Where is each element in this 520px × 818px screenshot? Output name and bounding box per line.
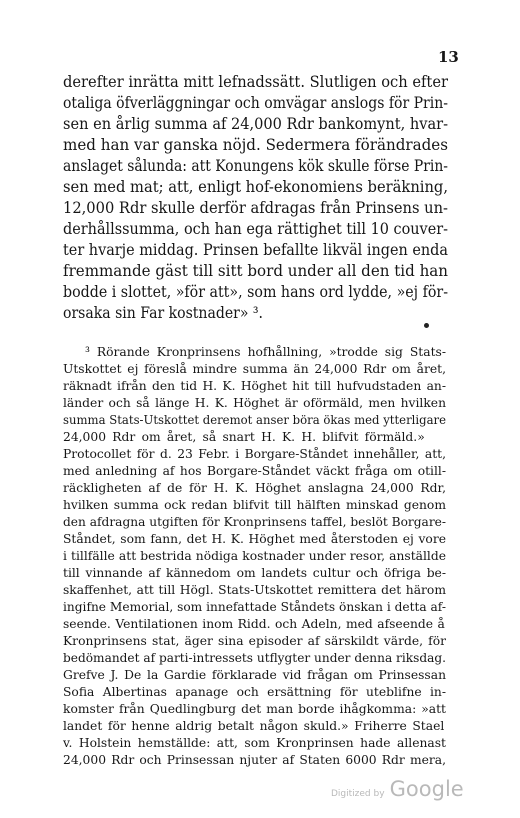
- footnote-line: Grefve J. De la Gardie förklarade vid frågan om Prinsessan: [63, 668, 446, 682]
- footnote-line: Sofia Albertinas apanage och ersättning för uteblifne in-: [63, 685, 446, 699]
- body-line: fremmande gäst till sitt bord under all den tid han: [63, 262, 448, 280]
- footnote-line: landet för henne aldrig betalt någon skuld.» Friherre Stael: [63, 719, 445, 733]
- body-line: ter hvarje middag. Prinsen befallte likväl ingen enda: [63, 241, 448, 259]
- footnote-line: räckligheten af de för H. K. Höghet anslagna 24,000 Rdr,: [63, 481, 446, 495]
- body-line: med han var ganska nöjd. Sedermera förändrades: [63, 136, 448, 154]
- footnote-line: Utskottet ej föreslå mindre summa än 24,000 Rdr om året,: [63, 362, 446, 376]
- footnote-line: i tillfälle att bestrida nödiga kostnader under resor, anställde: [63, 549, 446, 563]
- footnote-line: bedömandet af parti-intressets utflygter under denna riksdag.: [63, 651, 446, 665]
- footnote-line: ³ Rörande Kronprinsens hofhållning, »trodde sig Stats-: [85, 345, 446, 359]
- footnote-line: summa Stats-Utskottet deremot anser böra ökas med ytterligare: [63, 413, 446, 427]
- footnote-line: v. Holstein hemställde: att, som Kronprinsen hade allenast: [63, 736, 446, 750]
- footnote-line: ingifne Memorial, som innefattade Ståndets önskan i detta af-: [63, 600, 446, 614]
- body-line: orsaka sin Far kostnader» ³.: [63, 304, 263, 322]
- watermark-prefix: Digitized by: [331, 789, 385, 799]
- body-line: anslaget sålunda: att Konungens kök skulle förse Prin-: [63, 157, 448, 175]
- footnote-line: hvilken summa ock redan blifvit till hälften minskad genom: [63, 498, 446, 512]
- footnote-line: till vinnande af kännedom om landets cultur och öfriga be-: [63, 566, 446, 580]
- footnote-line: räknadt ifrån den tid H. K. Höghet hit till hufvudstaden an-: [63, 379, 446, 393]
- body-line: derhållssumma, och han ega rättighet till 10 couver-: [63, 220, 448, 238]
- page-number: 13: [438, 48, 459, 66]
- body-line: otaliga öfverläggningar och omvägar anslogs för Prin-: [63, 94, 448, 112]
- footnote-line: 24,000 Rdr och Prinsessan njuter af Staten 6000 Rdr mera,: [63, 753, 446, 767]
- footnote-line: skaffenhet, att till Högl. Stats-Utskottet remittera det härom: [63, 583, 446, 597]
- footnote-line: Ståndet, som fann, det H. K. Höghet med återstoden ej vore: [63, 532, 446, 546]
- footnote-line: komster från Quedlingburg det man borde ihågkomma: »att: [63, 702, 446, 716]
- footnote-line: seende. Ventilationen inom Ridd. och Adeln, med afseende å: [63, 617, 445, 631]
- bullet-mark: [424, 323, 429, 328]
- body-line: 12,000 Rdr skulle derför afdragas från Prinsens un-: [63, 199, 448, 217]
- body-line: derefter inrätta mitt lefnadssätt. Slutligen och efter: [63, 73, 448, 91]
- footnote-line: den afdragna utgiften för Kronprinsens taffel, beslöt Borgare-: [63, 515, 446, 529]
- footnote-line: länder och så länge H. K. Höghet är oförmäld, men hvilken: [63, 396, 446, 410]
- body-line: sen en årlig summa af 24,000 Rdr bankomynt, hvar-: [63, 115, 448, 133]
- watermark-brand: Google: [389, 777, 464, 801]
- footnote-line: Protocollet för d. 23 Febr. i Borgare-Ståndet innehåller, att,: [63, 447, 446, 461]
- body-line: bodde i slottet, »för att», som hans ord lydde, »ej för-: [63, 283, 448, 301]
- google-watermark: [331, 777, 464, 801]
- footnote-line: med anledning af hos Borgare-Ståndet väckt fråga om otill-: [63, 464, 446, 478]
- footnote-line: Kronprinsens stat, äger sina episoder af särskildt värde, för: [63, 634, 446, 648]
- footnote-line: 24,000 Rdr om året, så snart H. K. H. blifvit förmäld.»: [63, 430, 425, 444]
- body-line: sen med mat; att, enligt hof-ekonomiens beräkning,: [63, 178, 448, 196]
